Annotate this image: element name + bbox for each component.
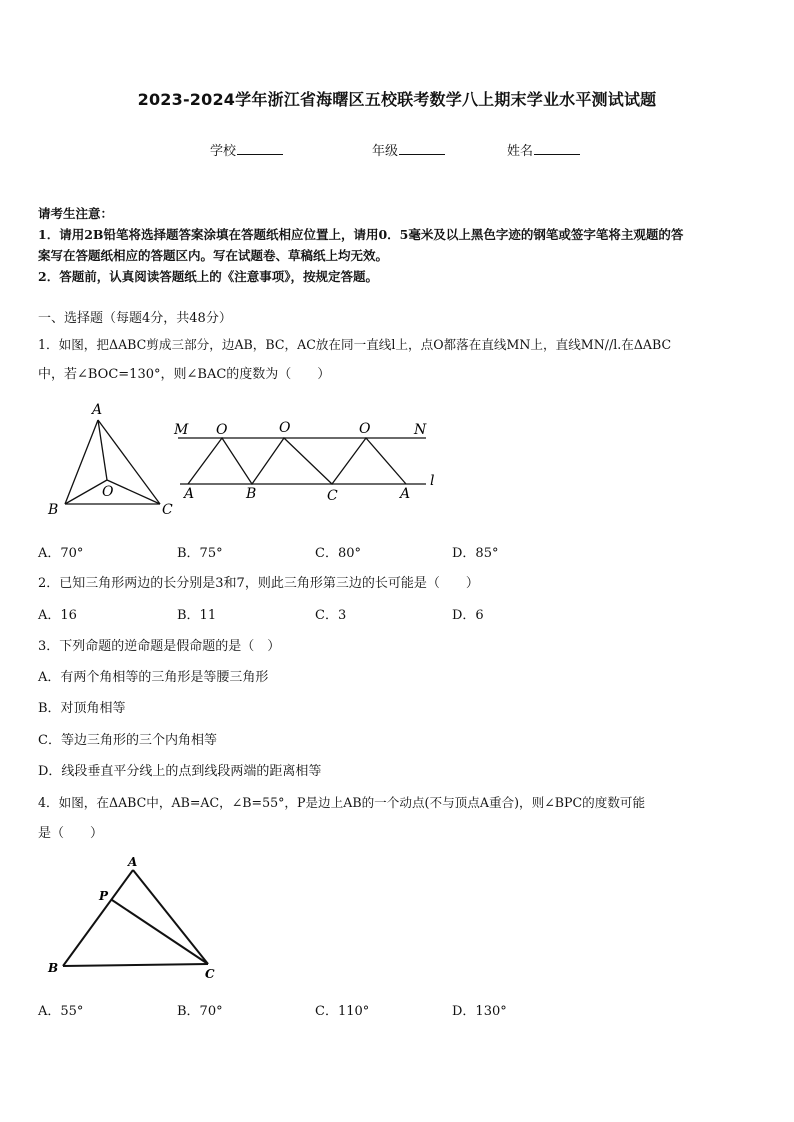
q1-right-label-a1: A [184,486,195,502]
q1-right-label-m: M [174,422,189,438]
q1-left-edge-ao [98,420,107,480]
q4-label-c: C [205,967,215,981]
q1-right-label-c: C [327,488,338,504]
q2-option-d[interactable]: D．6 [452,608,484,623]
q1-right-label-o1: O [216,422,228,438]
q4-option-d[interactable]: D．130° [452,1004,507,1019]
q4-edge-ab [63,870,133,966]
q1-option-a[interactable]: A．70° [38,546,84,561]
notice-line-1b: 案写在答题纸相应的答题区内。写在试题卷、草稿纸上均无效。 [38,248,389,263]
section-heading: 一、选择题（每题4分，共48分） [38,311,232,326]
q2-option-a[interactable]: A．16 [38,608,77,623]
q4-label-p: P [99,889,109,903]
q1-option-b[interactable]: B．75° [177,546,223,561]
q1-left-edge-co [107,480,160,504]
q2-stem: 2．已知三角形两边的长分别是3和7，则此三角形第三边的长可能是（ ） [38,576,479,591]
q3-option-a[interactable]: A．有两个角相等的三角形是等腰三角形 [38,670,269,685]
q4-label-b: B [48,961,59,975]
q1-stem-line-1: 1．如图，把ΔABC剪成三部分，边AB，BC，AC放在同一直线l上，点O都落在直线MN上，直线MN//l.在ΔABC [38,337,672,352]
q1-right-label-l: l [430,473,435,489]
q1-figure-left [40,398,190,520]
q3-option-d[interactable]: D．线段垂直平分线上的点到线段两端的距离相等 [38,764,322,779]
q1-right-label-a2: A [400,486,411,502]
q1-figure-right [170,412,450,512]
q4-option-a[interactable]: A．55° [38,1004,84,1019]
grade-label: 年级 [372,144,399,159]
q4-figure [40,852,230,987]
q1-left-label-a: A [92,402,103,418]
q1-right-label-n: N [414,422,427,438]
q4-stem-line-2: 是（ ） [38,826,104,841]
notice-heading: 请考生注意： [38,206,114,221]
q2-option-b[interactable]: B．11 [177,608,217,623]
q4-edge-pc [112,900,208,964]
q1-zigzag [188,438,406,484]
q4-option-c[interactable]: C．110° [315,1004,370,1019]
q1-option-d[interactable]: D．85° [452,546,499,561]
q3-stem: 3．下列命题的逆命题是假命题的是（ ） [38,639,281,654]
q4-label-a: A [128,855,138,869]
school-field[interactable] [210,140,283,159]
q3-option-b[interactable]: B．对顶角相等 [38,701,126,716]
q1-left-label-c: C [162,502,173,518]
q1-stem-line-2: 中，若∠BOC=130°，则∠BAC的度数为（ ） [38,367,331,382]
q4-edge-bc [63,964,208,966]
page-title: 2023-2024学年浙江省海曙区五校联考数学八上期末学业水平测试试题 [137,90,657,109]
q3-option-c[interactable]: C．等边三角形的三个内角相等 [38,733,217,748]
name-label: 姓名 [507,144,534,159]
q1-right-label-o3: O [359,421,371,437]
q1-left-label-b: B [48,502,59,518]
school-blank[interactable] [237,142,283,155]
q1-left-edge-bo [65,480,107,504]
q4-stem-line-1: 4．如图，在ΔABC中，AB=AC，∠B=55°，P是边上AB的一个动点(不与顶点A重合)，则∠BPC的度数可能 [38,795,646,810]
q1-option-c[interactable]: C．80° [315,546,361,561]
q4-option-b[interactable]: B．70° [177,1004,223,1019]
grade-field[interactable] [372,140,445,159]
notice-line-2: 2．答题前，认真阅读答题纸上的《注意事项》，按规定答题。 [38,269,378,284]
q4-edge-ac [133,870,208,964]
q1-right-label-b: B [246,486,257,502]
name-blank[interactable] [534,142,580,155]
school-label: 学校 [210,144,237,159]
q2-option-c[interactable]: C．3 [315,608,347,623]
q1-left-edge-ab [65,420,98,504]
q1-right-label-o2: O [279,420,291,436]
grade-blank[interactable] [399,142,445,155]
name-field[interactable] [507,140,580,159]
q1-left-label-o: O [102,484,114,500]
notice-line-1a: 1．请用2B铅笔将选择题答案涂填在答题纸相应位置上，请用0．5毫米及以上黑色字迹的钢笔或签字笔将主观题的答 [38,227,684,242]
